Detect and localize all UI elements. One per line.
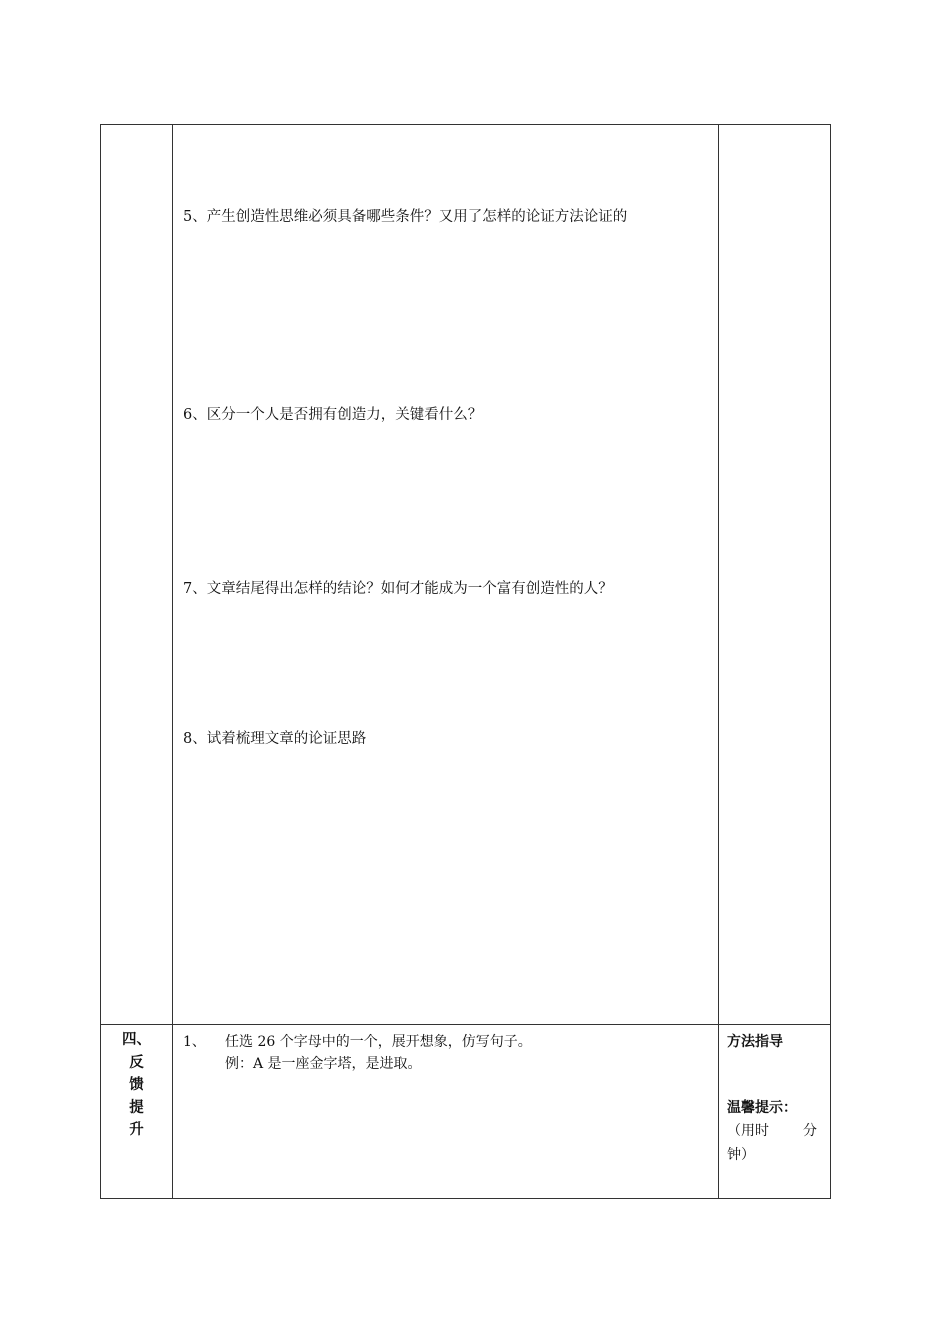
method-guide-title: 方法指导 (727, 1034, 783, 1050)
section-label-cell (101, 1025, 173, 1199)
tip-title: 温馨提示： (727, 1100, 797, 1116)
worksheet-table (100, 124, 831, 1199)
side-notes-cell-empty (719, 125, 831, 1025)
section-label-char: 馈 (129, 1076, 144, 1093)
task-text: 任选 26 个字母中的一个，展开想象，仿写句子。 (225, 1034, 532, 1050)
section-label-char: 提 (129, 1098, 144, 1116)
task-block (173, 1025, 718, 1075)
section-label (101, 1025, 172, 1142)
time-hint (727, 1119, 822, 1167)
question-7: 7、文章结尾得出怎样的结论？如何才能成为一个富有创造性的人？ (183, 581, 613, 597)
section-label-char: 升 (129, 1121, 144, 1138)
side-notes (719, 1025, 830, 1167)
feedback-row (101, 1025, 831, 1199)
question-8: 8、试着梳理文章的论证思路 (183, 731, 367, 747)
task-line (183, 1031, 718, 1053)
side-notes-cell (719, 1025, 831, 1199)
question-6: 6、区分一个人是否拥有创造力，关键看什么？ (183, 407, 483, 423)
time-close: 钟） (727, 1147, 755, 1163)
task-cell (173, 1025, 719, 1199)
section-label-char: 四、 (122, 1031, 151, 1048)
questions-row (101, 125, 831, 1025)
time-unit: 分 (803, 1123, 817, 1139)
time-open: （用时 (727, 1123, 769, 1139)
task-number: 1、 (183, 1034, 206, 1050)
section-label-char: 反 (129, 1053, 144, 1071)
section-label-cell-empty (101, 125, 173, 1025)
task-example: 例：A 是一座金字塔，是进取。 (225, 1056, 422, 1072)
question-5: 5、产生创造性思维必须具备哪些条件？又用了怎样的论证方法论证的 (183, 209, 628, 225)
questions-cell (173, 125, 719, 1025)
